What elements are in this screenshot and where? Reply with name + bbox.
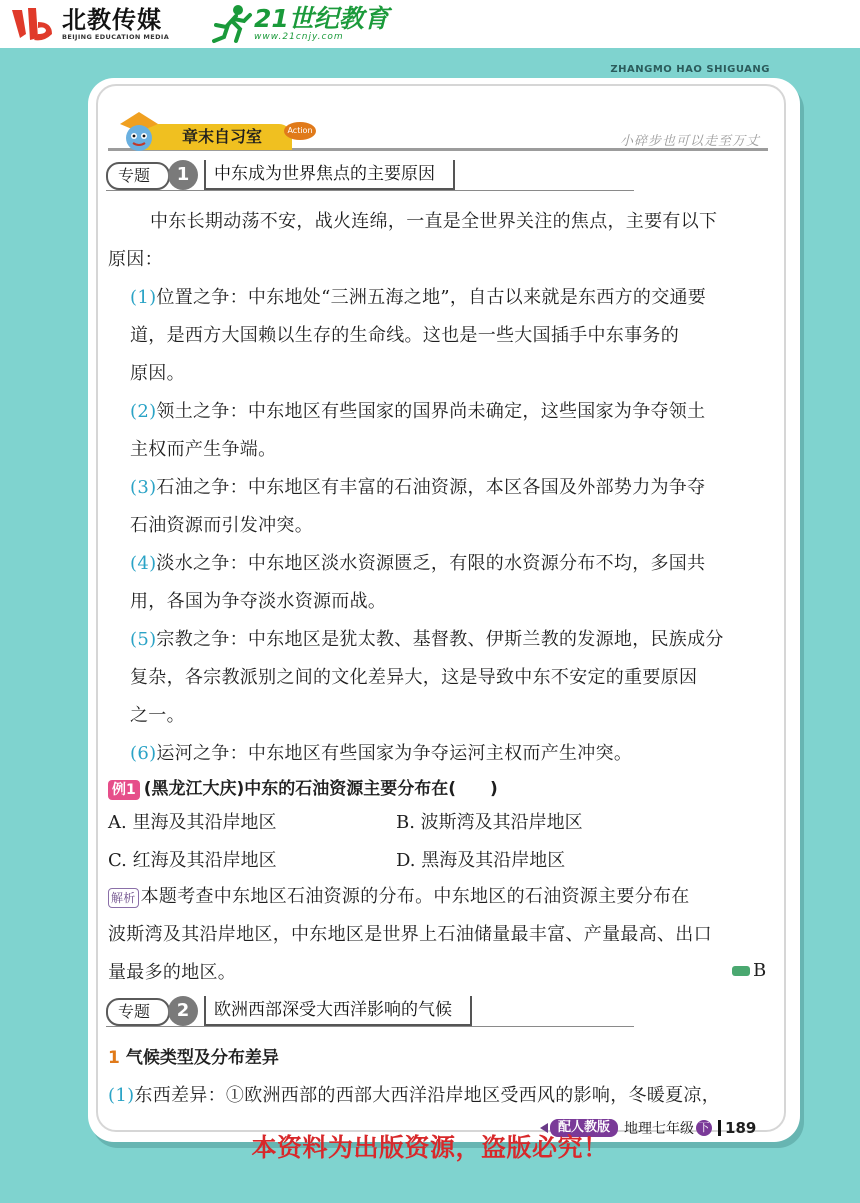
item-4	[130, 545, 705, 583]
last-line-number: (1)	[108, 1085, 135, 1106]
item-5	[130, 621, 724, 659]
21cnjy-name: 21世纪教育	[254, 4, 389, 33]
answer-flag-icon	[732, 966, 750, 976]
subheading-number: 1	[108, 1048, 120, 1068]
last-line	[108, 1077, 720, 1115]
analysis-line-1	[108, 878, 690, 916]
action-badge: Action	[284, 122, 316, 140]
item-4-number: (4)	[130, 553, 157, 574]
topic-2-rule	[106, 1026, 634, 1027]
intro-line-1: 中东长期动荡不安，战火连绵，一直是全世界关注的焦点，主要有以下	[150, 211, 718, 232]
item-6	[130, 735, 632, 773]
item-5-line-2: 复杂，各宗教派别之间的文化差异大，这是导致中东不安定的重要原因	[130, 667, 698, 688]
header-bar	[0, 0, 860, 48]
publisher-badge: 配人教版	[550, 1119, 618, 1137]
example-badge: 例1	[108, 780, 140, 800]
answer-value: B	[753, 960, 767, 981]
analysis-text-1: 本题考查中东地区石油资源的分布。中东地区的石油资源主要分布在	[140, 886, 690, 907]
item-4-line-2: 用，各国为争夺淡水资源而战。	[130, 591, 387, 612]
section-motto: 小碎步也可以走至万丈	[619, 134, 760, 149]
topic-2-label: 专题	[106, 998, 170, 1026]
page-number: 189	[725, 1119, 757, 1137]
21cnjy-logo	[210, 3, 389, 45]
beijing-education-logo	[8, 4, 169, 44]
item-3-number: (3)	[130, 477, 157, 498]
option-c: C. 红海及其沿岸地区	[108, 850, 277, 871]
answer	[732, 960, 766, 981]
copyright-watermark: 本资料为出版资源，盗版必究！	[251, 1133, 609, 1162]
topic-1-title: 中东成为世界焦点的主要原因	[204, 160, 455, 190]
runner-icon	[210, 3, 254, 45]
option-b: B. 波斯湾及其沿岸地区	[396, 812, 583, 833]
topic-1-number: 1	[168, 160, 198, 190]
item-6-number: (6)	[130, 743, 157, 764]
topic-2-title: 欧洲西部深受大西洋影响的气候	[204, 996, 472, 1026]
item-3	[130, 469, 705, 507]
topic-1-header	[106, 158, 636, 192]
intro-line-2: 原因：	[108, 249, 163, 270]
section-tab: 章末自习室	[138, 124, 292, 150]
item-3-line-2: 石油资源而引发冲突。	[130, 515, 313, 536]
volume-badge: 下	[696, 1120, 712, 1136]
section-tab-bar	[108, 124, 768, 154]
item-1-line-3: 原因。	[130, 363, 185, 384]
item-4-line-1: 淡水之争：中东地区淡水资源匮乏，有限的水资源分布不均，多国共	[156, 553, 706, 574]
option-d: D. 黑海及其沿岸地区	[396, 850, 566, 871]
topic-1-rule	[106, 190, 634, 191]
item-2-line-2: 主权而产生争端。	[130, 439, 277, 460]
subheading-text: 气候类型及分布差异	[125, 1048, 279, 1068]
item-5-line-3: 之一。	[130, 705, 185, 726]
analysis-badge: 解析	[108, 888, 139, 908]
item-5-number: (5)	[130, 629, 157, 650]
publisher-name-en: BEIJING EDUCATION MEDIA	[62, 33, 170, 41]
item-6-line-1: 运河之争：中东地区有些国家为争夺运河主权而产生冲突。	[156, 743, 633, 764]
item-5-line-1: 宗教之争：中东地区是犹太教、基督教、伊斯兰教的发源地，民族成分	[156, 629, 724, 650]
example-question-text: (黑龙江大庆)中东的石油资源主要分布在( )	[143, 779, 498, 799]
series-subtitle: ZHANGMO HAO SHIGUANG	[610, 64, 770, 75]
item-1-number: (1)	[130, 287, 157, 308]
item-2-number: (2)	[130, 401, 157, 422]
publisher-name-cn: 北教传媒	[62, 6, 162, 34]
item-2	[130, 393, 705, 431]
topic-2-header	[106, 994, 636, 1028]
option-a: A. 里海及其沿岸地区	[108, 812, 277, 833]
item-1-line-1: 位置之争：中东地处“三洲五海之地”，自古以来就是东西方的交通要	[156, 287, 707, 308]
21cnjy-url: www.21cnjy.com	[254, 32, 344, 42]
item-1-line-2: 道，是西方大国赖以生存的生命线。这也是一些大国插手中东事务的	[130, 325, 679, 346]
subheading	[108, 1043, 279, 1068]
item-3-line-1: 石油之争：中东地区有丰富的石油资源，本区各国及外部势力为争夺	[156, 477, 706, 498]
mascot-icon	[114, 108, 164, 154]
beijing-education-logo-icon	[8, 4, 56, 44]
item-1	[130, 279, 706, 317]
item-2-line-1: 领土之争：中东地区有些国家的国界尚未确定，这些国家为争夺领土	[156, 401, 706, 422]
topic-1-label: 专题	[106, 162, 170, 190]
example-question	[108, 774, 498, 800]
last-line-text: 东西差异：①欧洲西部的西部大西洋沿岸地区受西风的影响，冬暖夏凉，	[134, 1085, 721, 1106]
analysis-line-3: 量最多的地区。	[108, 962, 237, 983]
analysis-line-2: 波斯湾及其沿岸地区，中东地区是世界上石油储量最丰富、产量最高、出口	[108, 924, 712, 945]
topic-2-number: 2	[168, 996, 198, 1026]
course-name: 地理七年级	[624, 1121, 695, 1137]
